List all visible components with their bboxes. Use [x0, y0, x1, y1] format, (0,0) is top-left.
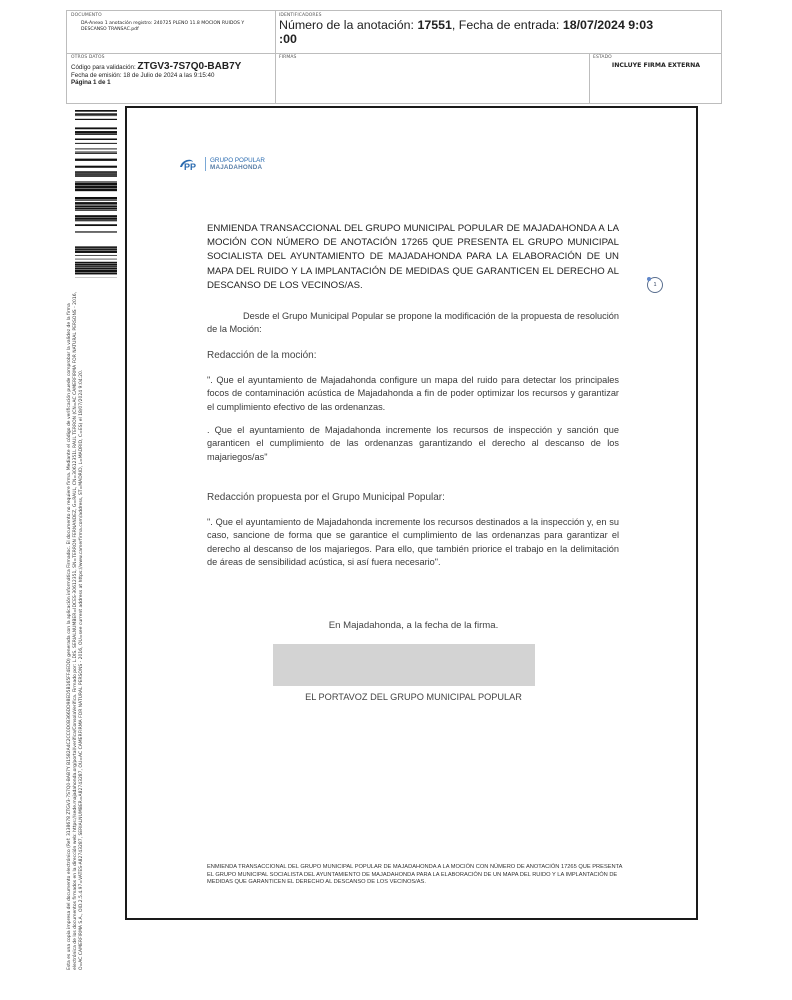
anotacion-line-cont: :00: [279, 32, 297, 46]
annotation-dot-icon: [647, 277, 651, 281]
signature-area: [273, 644, 535, 686]
codigo-value: ZTGV3-7S7Q0-BAB7Y: [137, 61, 242, 72]
anotacion-line: Número de la anotación: 17551, Fecha de entrada: 18/07/2024 9:03: [279, 18, 654, 32]
logo-line-1: GRUPO POPULAR: [210, 157, 265, 164]
heading-mocion: Redacción de la moción:: [207, 350, 317, 361]
anotacion-number: 17551: [417, 18, 452, 32]
barcode-image: [75, 110, 117, 278]
pagina-label: Página 1 de 1: [71, 79, 111, 86]
otros-datos-label: OTROS DATOS: [71, 55, 105, 60]
logo-divider: [205, 157, 206, 171]
firmas-cell: [279, 55, 579, 60]
documento-value: DA-Anexo 1 anotación registro: 240725 PLENO 11.8 MOCION RUIDOS Y DESCANSO TRANSAC.pdf: [81, 21, 245, 32]
pp-logo: [179, 157, 265, 171]
intro-paragraph: Desde el Grupo Municipal Popular se propone la modificación de la propuesta de resolución de la Moción:: [207, 311, 619, 335]
codigo-validacion: Código para validación: ZTGV3-7S7Q0-BAB7Y: [71, 61, 242, 72]
estado-label: ESTADO: [593, 55, 612, 60]
document-title: ENMIENDA TRANSACCIONAL DEL GRUPO MUNICIPAL POPULAR DE MAJADAHONDA A LA MOCIÓN CON NÚMERO DE ANOTACIÓN 17265 QUE PRESENTA EL GRUPO MUNICIPAL SOCIALISTA DEL AYUNTAMIENTO DE MAJADAHONDA PARA LA ELABORACIÓN DE UN MAPA DEL RUIDO Y LA IMPLANTACIÓN DE MEDIDAS QUE GARANTICEN EL DERECHO AL DESCANSO DE LOS VECINOS/AS.: [207, 223, 619, 291]
registry-header: [66, 10, 722, 104]
fecha-emision: Fecha de emisión: 18 de Julio de 2024 a las 9:15:40: [71, 71, 215, 79]
mocion-paragraph-2: . Que el ayuntamiento de Majadahonda incremente los recursos de inspección y sanción que garanticen el cumplimiento de las ordenanzas garantizando el derecho al descanso de los majariegos/as": [207, 425, 619, 462]
estado-cell: [593, 55, 719, 69]
pp-logo-icon: [179, 157, 201, 171]
mocion-paragraph-1: ". Que el ayuntamiento de Majadahonda configure un mapa del ruido para detectar los principales focos de contaminación acústica de Majadahonda a fin de poder optimizar los recursos y garantizar el cumplimiento efectivo de las ordenanzas.: [207, 375, 619, 412]
annotation-marker[interactable]: [647, 277, 663, 293]
identificadores-label: IDENTIFICADORES: [279, 13, 322, 18]
otros-datos-cell: [71, 55, 271, 87]
logo-line-2: MAJADAHONDA: [210, 164, 263, 171]
firmas-label: FIRMAS: [279, 55, 297, 60]
documento-label: DOCUMENTO: [71, 13, 102, 18]
verification-side-text: Esta es una copia impresa del documento electrónico (Ref: 3138678 ZTGV3-7S7Q0-BAB7Y B1582A4C2CC0D0B366DD98ED5B165FF4EDD) generada con la aplicación informática Firmadoc. El documento no requiere firma. Mediante el código de verificación puede comprobar la validez de la firma electrónica de los documentos firmados en la dirección web: https://sede.majadahonda.org/portal/verifica/ConsolaVerifica. Firmado por: L.DIS. SERIALNUMBER=IDCES-30612351, SN=TERRON FERNANDEZ, G=RAUL, CN=30612351L RAUL TERRON (CN=AC CAMERFIRMA FOR NATURAL PERSONS - 2016, O=AC CAMERFIRMA S.A., OID.2.5.4.97=VATES-A82743287, SERIALNUMBER=A82743287, OU=AC CAMERFIRMA FOR NATURAL PERSONS - 2016, OU=see current address at https://www.camerfirma.com/address, ST=MADRID, L=MADRID, C=ES) el 18/07/2024 9:04:20.: [67, 291, 85, 970]
estado-value: INCLUYE FIRMA EXTERNA: [611, 62, 701, 69]
logo-text: [210, 157, 265, 171]
documento-cell: [71, 13, 271, 33]
annotation-number: 1: [653, 282, 657, 288]
fecha-entrada: 18/07/2024 9:03: [562, 18, 654, 32]
fecha-firma: En Majadahonda, a la fecha de la firma.: [328, 620, 499, 631]
page-footer: ENMIENDA TRANSACCIONAL DEL GRUPO MUNICIPAL POPULAR DE MAJADAHONDA A LA MOCIÓN CON NÚMERO DE ANOTACIÓN 17265 QUE PRESENTA EL GRUPO MUNICIPAL SOCIALISTA DEL AYUNTAMIENTO DE MAJADAHONDA PARA LA ELABORACIÓN DE UN MAPA DEL RUIDO Y LA IMPLANTACIÓN DE MEDIDAS QUE GARANTICEN EL DERECHO AL DESCANSO DE LOS VECINOS/AS.: [207, 864, 623, 886]
heading-propuesta: Redacción propuesta por el Grupo Municipal Popular:: [207, 492, 445, 503]
pp-logo-letters: PP: [184, 162, 197, 171]
document-page: [125, 106, 698, 920]
propuesta-paragraph: ". Que el ayuntamiento de Majadahonda incremente los recursos destinados a la inspección y, en su caso, sancione de forma que se garantice el cumplimiento de las ordenanzas para garantizar el derecho al descanso de los majariegos. Para ello, que también priorice el trabajo en la delimitación de áreas de sensibilidad acústica, si así fuera necesario".: [207, 517, 619, 568]
firmante: EL PORTAVOZ DEL GRUPO MUNICIPAL POPULAR: [305, 692, 522, 702]
identificadores-cell: [279, 13, 719, 46]
